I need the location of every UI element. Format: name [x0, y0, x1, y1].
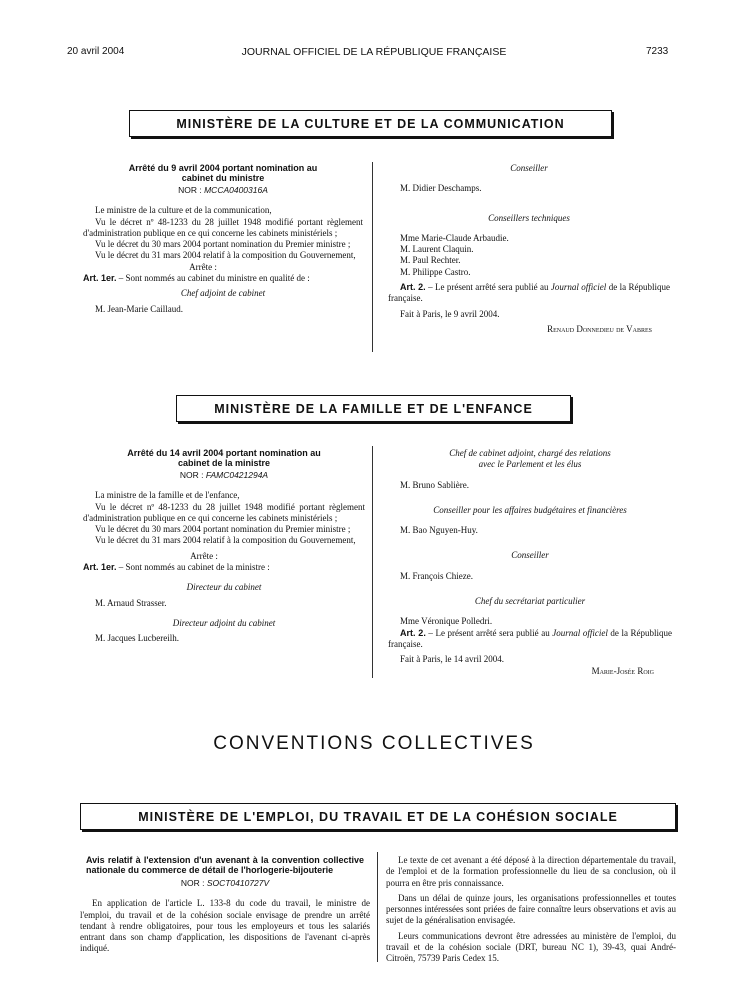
paragraph: Leurs communications devront être adressées au ministère de l'emploi, du travail et de la cohésion sociale (DRT, bureau NC 1), 39-43, quai André-Citroën, 75739 Paris Cedex 15.: [386, 930, 676, 964]
article-1: Art. 1er. – Sont nommés au cabinet du ministre en qualité de :: [83, 273, 310, 284]
signature-date: Fait à Paris, le 9 avril 2004.: [400, 308, 500, 319]
article-1: Art. 1er. – Sont nommés au cabinet de la ministre :: [83, 562, 270, 573]
appointee-name: M. Paul Rechter.: [400, 255, 461, 266]
ministry-box-culture: [129, 110, 612, 137]
header-date: 20 avril 2004: [67, 46, 125, 57]
column-divider: [372, 446, 373, 678]
role-label: Chef de cabinet adjoint, chargé des relations: [449, 448, 611, 458]
ministry-box-famille: [176, 395, 571, 422]
appointee-name: M. Jacques Lucbereilh.: [95, 633, 179, 644]
ministry-box-emploi: [80, 803, 676, 830]
paragraph: Vu le décret du 31 mars 2004 relatif à la composition du Gouvernement,: [95, 250, 356, 261]
appointee-name: M. Bruno Sablière.: [400, 479, 469, 490]
paragraph: Vu le décret du 31 mars 2004 relatif à la composition du Gouvernement,: [95, 535, 356, 546]
article-2: Art. 2. – Le présent arrêté sera publié au Journal officiel de la République française.: [388, 282, 670, 304]
famille-right-column: [388, 448, 672, 677]
role-label: Chef adjoint de cabinet: [180, 288, 266, 299]
conventions-right-column: [386, 855, 676, 965]
appointee-name: M. Philippe Castro.: [400, 266, 471, 277]
paragraph: Vu le décret du 30 mars 2004 portant nomination du Premier ministre ;: [95, 239, 351, 250]
paragraph: Vu le décret nº 48-1233 du 28 juillet 1948 modifié portant règlement d'administration publique en ce qui concerne les cabinets ministériels ;: [83, 216, 363, 238]
appointee-name: M. Jean-Marie Caillaud.: [95, 303, 183, 314]
paragraph: En application de l'article L. 133-8 du code du travail, le ministre de l'emploi, du travail et de la cohésion sociale envisage de prendre un arrêté tendant à rendre obligatoires, pour tous les employeurs et tous les salariés entrant dans son champ d'application, les dispositions de l'avenant ci-après indiqué.: [80, 898, 370, 954]
ministry-title: MINISTÈRE DE L'EMPLOI, DU TRAVAIL ET DE LA COHÉSION SOCIALE: [138, 809, 618, 824]
header-page-number: 7233: [646, 46, 669, 57]
article-2: Art. 2. – Le présent arrêté sera publié au Journal officiel de la République française.: [388, 627, 672, 649]
nor-line: NOR : FAMC0421294A: [179, 470, 269, 480]
column-divider: [377, 852, 378, 962]
decree-title: Arrêté du 9 avril 2004 portant nomination au cabinet du ministre: [128, 163, 318, 183]
culture-right-column: [388, 163, 670, 335]
paragraph: Le ministre de la culture et de la communication,: [95, 205, 272, 216]
conventions-left-column: [80, 855, 370, 955]
column-divider: [372, 162, 373, 352]
role-label: Directeur du cabinet: [186, 582, 262, 593]
paragraph: Le texte de cet avenant a été déposé à la direction départementale du travail, de l'emploi et de la formation professionnelle du lieu de sa conclusion, où il pourra en être pris connaissance.: [386, 855, 676, 888]
arrete-line: Arrête :: [189, 261, 217, 272]
ministry-title: MINISTÈRE DE LA CULTURE ET DE LA COMMUNICATION: [176, 116, 565, 131]
role-label: Directeur adjoint du cabinet: [172, 617, 276, 628]
role-label: Conseiller: [511, 550, 549, 561]
appointee-name: M. Arnaud Strasser.: [95, 597, 167, 608]
appointee-name: Mme Véronique Polledri.: [400, 616, 493, 627]
avis-title: Avis relatif à l'extension d'un avenant à la convention collective nationale du commerce de détail de l'horlogerie-bijouterie: [86, 855, 364, 875]
decree-title: Arrêté du 14 avril 2004 portant nomination au cabinet de la ministre: [127, 448, 321, 468]
signature: Renaud Donnedieu de Vabres: [547, 323, 652, 334]
famille-left-column: [83, 448, 365, 645]
culture-left-column: [83, 163, 363, 315]
arrete-line: Arrête :: [190, 550, 218, 561]
nor-line: NOR : MCCA0400316A: [178, 185, 268, 195]
role-label: Chef du secrétariat particulier: [474, 596, 586, 607]
signature-date: Fait à Paris, le 14 avril 2004.: [400, 654, 504, 665]
role-label: Conseillers techniques: [488, 212, 570, 223]
paragraph: La ministre de la famille et de l'enfance,: [95, 490, 240, 501]
role-label: Conseiller: [510, 163, 548, 173]
paragraph: Vu le décret nº 48-1233 du 28 juillet 1948 modifié portant règlement d'administration publique en ce qui concerne les cabinets ministériels ;: [83, 501, 365, 523]
paragraph: Dans un délai de quinze jours, les organisations professionnelles et toutes personnes intéressées sont priées de faire connaître leurs observations et avis au sujet de la généralisation envisagée.: [386, 892, 676, 926]
ministry-title: MINISTÈRE DE LA FAMILLE ET DE L'ENFANCE: [214, 401, 533, 416]
paragraph: Vu le décret du 30 mars 2004 portant nomination du Premier ministre ;: [95, 524, 351, 535]
appointee-name: M. Laurent Claquin.: [400, 244, 474, 255]
header-title: JOURNAL OFFICIEL DE LA RÉPUBLIQUE FRANÇAISE: [241, 46, 507, 58]
appointee-name: M. Bao Nguyen-Huy.: [400, 525, 478, 536]
nor-line: NOR : SOCT0410727V: [180, 878, 270, 888]
section-heading: CONVENTIONS COLLECTIVES: [213, 733, 535, 754]
appointee-name: Mme Marie-Claude Arbaudie.: [400, 232, 509, 243]
role-label: avec le Parlement et les élus: [478, 459, 582, 470]
appointee-name: M. François Chieze.: [400, 570, 473, 581]
signature: Marie-Josée Roig: [591, 665, 654, 676]
role-label: Conseiller pour les affaires budgétaires et financières: [433, 504, 627, 515]
appointee-name: M. Didier Deschamps.: [400, 183, 482, 194]
